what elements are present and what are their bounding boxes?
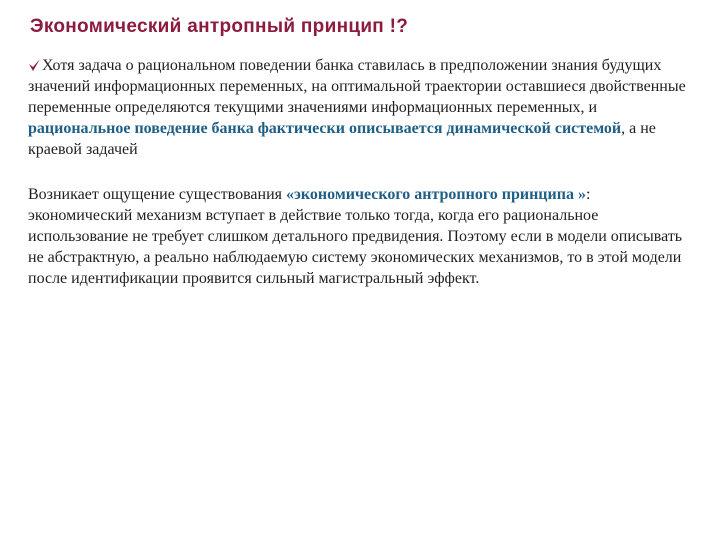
paragraph-1-text: Хотя задача о рациональном поведении банка ставилась в предположении знания будущих значений информационных переменных, на оптимальной траектории оставшиеся двойственные переменные определяются текущими значениями информационных переменных, и xyxy=(28,57,686,116)
checkmark-bullet-icon xyxy=(28,58,41,72)
paragraph-2-text: Возникает ощущение существования xyxy=(28,186,286,203)
paragraph-2-highlight: «экономического антропного принципа » xyxy=(286,186,586,203)
paragraph-1 xyxy=(28,55,692,160)
paragraph-1-highlight: рациональное поведение банка фактически описывается динамической системой xyxy=(28,120,622,137)
slide-title: Экономический антропный принцип !? xyxy=(30,16,409,37)
paragraph-1-text-end: , а не краевой задачей xyxy=(28,120,656,158)
paragraph-2-text-end: : экономический механизм вступает в действие только тогда, когда его рациональное использование не требует слишком детального предвидения. Поэтому если в модели описывать не абстрактную, а реально наблюдаемую систему экономических механизмов, то в этой модели после идентификации проявится сильный магистральный эффект. xyxy=(28,186,683,287)
paragraph-2 xyxy=(28,184,692,289)
